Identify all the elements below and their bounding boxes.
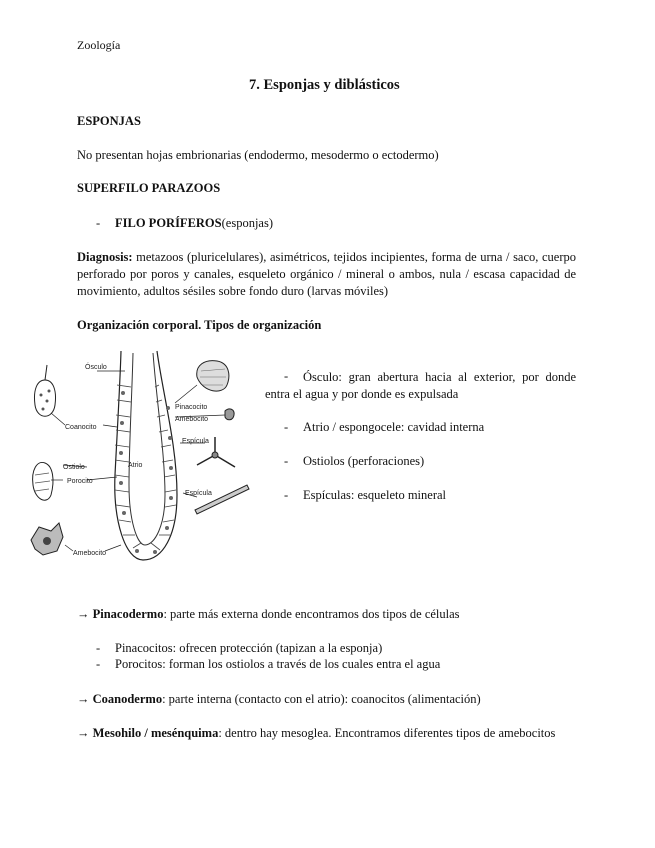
- phylum-dash: -: [96, 216, 101, 230]
- pinacodermo-text: : parte más externa donde encontramos dos tipos de células: [163, 607, 460, 621]
- mesohilo-term: Mesohilo / mesénquima: [92, 726, 219, 740]
- list-dash-espiculas: -: [284, 488, 289, 502]
- figure-label-atrio: Atrio: [128, 462, 143, 469]
- diagnosis-text: metazoos (pluricelulares), asimétricos, tejidos incipientes, forma de urna / saco, cuerpo perforado por poros y canales, esqueleto orgánico / mineral o ambos, nula / escasa capacidad de movimiento, adultos sésiles sobre fondo duro (larvas móviles): [77, 250, 576, 298]
- organization-heading: Organización corporal. Tipos de organización: [77, 318, 322, 332]
- figure-label-amebocito: Amebocito: [73, 550, 107, 557]
- list-item-osculo: Ósculo: gran abertura hacia al exterior, por donde entra el agua y por donde es expulsada: [265, 370, 576, 401]
- phylum-line: [115, 216, 273, 231]
- section-heading-superfilo: SUPERFILO PARAZOOS: [77, 181, 221, 195]
- sponge-anatomy-figure: [25, 345, 265, 567]
- figure-label-espicula-1: Espícula: [182, 438, 209, 445]
- pinacocitos-item: Pinacocitos: ofrecen protección (tapizan a la esponja): [115, 641, 383, 655]
- figure-label-porocito: Porocito: [67, 478, 93, 485]
- coanodermo-term: Coanodermo: [92, 692, 163, 706]
- coanodermo-line: [77, 692, 481, 707]
- coanodermo-text: : parte interna (contacto con el atrio): coanocitos (alimentación): [162, 692, 481, 706]
- arrow-icon: →: [77, 692, 90, 706]
- mesohilo-line: [77, 726, 555, 741]
- diagnosis-label: Diagnosis:: [77, 250, 133, 264]
- section-heading-esponjas: ESPONJAS: [77, 114, 141, 128]
- pinacodermo-term: Pinacodermo: [92, 607, 164, 621]
- pinacocitos-dash: -: [96, 641, 101, 655]
- page-title: 7. Esponjas y diblásticos: [249, 77, 400, 93]
- porocitos-item: Porocitos: forman los ostiolos a través de los cuales entra el agua: [115, 657, 441, 671]
- list-item-espiculas: Espículas: esqueleto mineral: [303, 488, 447, 502]
- figure-label-ostiolo: Ostiolo: [63, 464, 85, 471]
- document-header: Zoología: [77, 38, 121, 52]
- pinacodermo-line: [77, 607, 460, 622]
- diagnosis-paragraph: [77, 249, 576, 300]
- figure-label-espicula-2: Espícula: [185, 490, 212, 497]
- figure-label-osculo: Ósculo: [85, 364, 107, 371]
- phylum-note: (esponjas): [221, 216, 273, 230]
- arrow-icon: →: [77, 726, 90, 740]
- porocitos-dash: -: [96, 657, 101, 671]
- mesohilo-text: : dentro hay mesoglea. Encontramos diferentes tipos de amebocitos: [218, 726, 556, 740]
- figure-label-amebocito-2: Amebocito: [175, 416, 209, 423]
- list-dash-osculo: -: [284, 369, 289, 383]
- list-item-ostiolos: Ostiolos (perforaciones): [303, 454, 425, 468]
- figure-label-pinacocito: Pinacocito: [175, 404, 208, 411]
- list-item-atrio: Atrio / espongocele: cavidad interna: [303, 420, 485, 434]
- phylum-name: FILO PORÍFEROS: [115, 216, 222, 230]
- esponjas-description: No presentan hojas embrionarias (endodermo, mesodermo o ectodermo): [77, 148, 439, 162]
- figure-label-coanocito: Coanocito: [65, 424, 97, 431]
- list-dash-atrio: -: [284, 420, 289, 434]
- arrow-icon: →: [77, 607, 90, 621]
- list-dash-ostiolos: -: [284, 454, 289, 468]
